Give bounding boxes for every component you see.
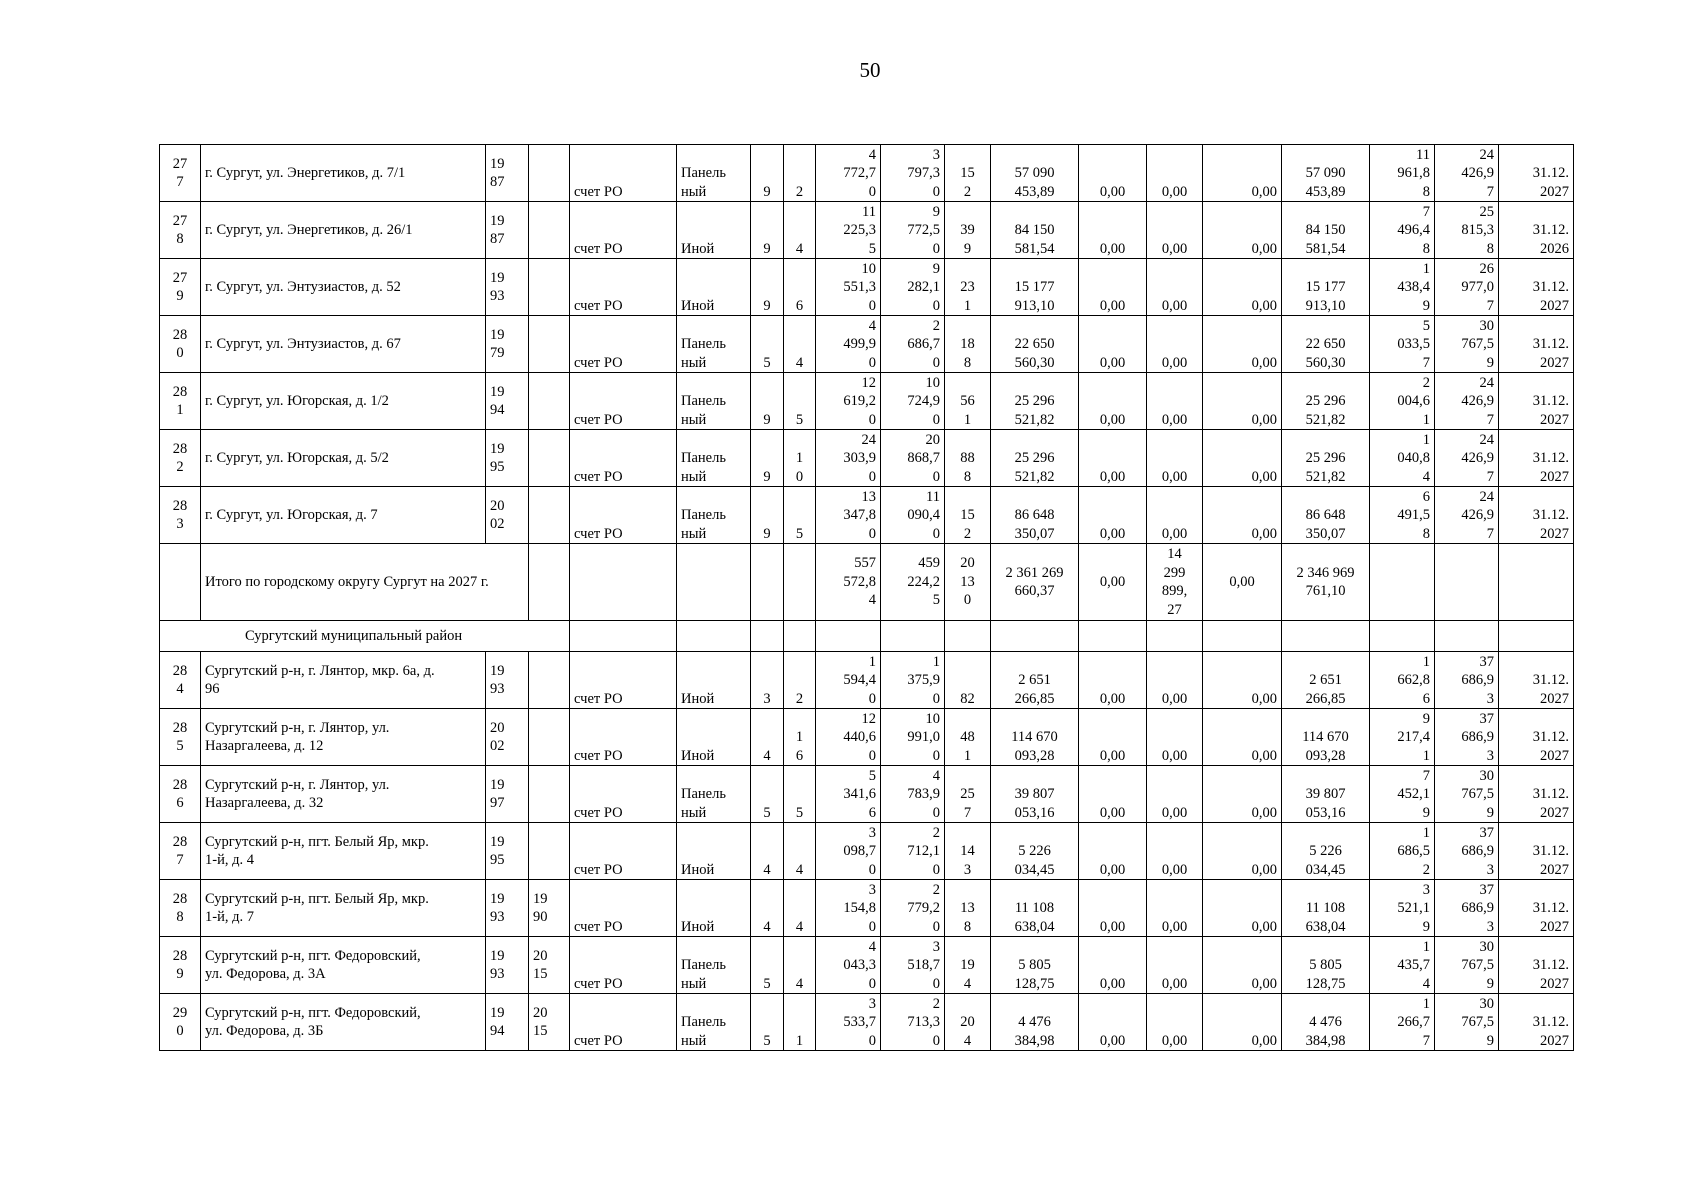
cost-total-cell: 84 150 581,54 <box>991 202 1079 259</box>
fund-fed-cell: 0,00 <box>1079 202 1147 259</box>
fund-fed-cell: 0,00 <box>1079 145 1147 202</box>
cost-per-m2-cell: 5 033,5 7 <box>1370 316 1435 373</box>
fund-fed-cell: 0,00 <box>1079 487 1147 544</box>
fund-own-cell: 39 807 053,16 <box>1282 766 1370 823</box>
residents-cell: 13 8 <box>945 880 991 937</box>
fund-fed-cell: 0,00 <box>1079 259 1147 316</box>
row-number-cell: 28 9 <box>160 937 201 994</box>
fund-reg-cell: 0,00 <box>1147 994 1203 1051</box>
cost-total-cell: 57 090 453,89 <box>991 145 1079 202</box>
fund-reg-cell: 0,00 <box>1147 373 1203 430</box>
deadline-cell: 31.12. 2027 <box>1499 709 1574 766</box>
area-total-cell: 12 440,6 0 <box>816 709 881 766</box>
wall-material-cell: Панель ный <box>677 316 751 373</box>
limit-per-m2-cell: 37 686,9 3 <box>1435 880 1499 937</box>
wall-material-cell: Иной <box>677 823 751 880</box>
fund-mun-cell: 0,00 <box>1203 316 1282 373</box>
fund-own-cell: 84 150 581,54 <box>1282 202 1370 259</box>
limit-per-m2-cell: 24 426,9 7 <box>1435 145 1499 202</box>
row-number-cell: 27 9 <box>160 259 201 316</box>
area-total-cell: 4 499,9 0 <box>816 316 881 373</box>
address-cell: г. Сургут, ул. Энергетиков, д. 26/1 <box>201 202 486 259</box>
deadline-cell: 31.12. 2027 <box>1499 259 1574 316</box>
fund-reg-cell: 0,00 <box>1147 652 1203 709</box>
total-cost: 2 361 269 660,37 <box>991 544 1079 621</box>
residents-cell: 88 8 <box>945 430 991 487</box>
fund-method-cell: счет РО <box>570 259 677 316</box>
row-number-cell: 28 6 <box>160 766 201 823</box>
cost-total-cell: 25 296 521,82 <box>991 373 1079 430</box>
section-row <box>160 621 1574 652</box>
row-number-cell: 28 0 <box>160 316 201 373</box>
table-row <box>160 259 1574 316</box>
page-number: 50 <box>859 58 881 82</box>
area-living-cell: 4 783,9 0 <box>881 766 945 823</box>
residents-cell: 25 7 <box>945 766 991 823</box>
year-built-cell: 19 87 <box>486 202 529 259</box>
residents-cell: 39 9 <box>945 202 991 259</box>
year-built-cell: 19 93 <box>486 652 529 709</box>
cost-total-cell: 5 805 128,75 <box>991 937 1079 994</box>
row-number-cell: 27 7 <box>160 145 201 202</box>
limit-per-m2-cell: 24 426,9 7 <box>1435 373 1499 430</box>
residents-cell: 20 4 <box>945 994 991 1051</box>
area-living-cell: 2 712,1 0 <box>881 823 945 880</box>
wall-material-cell: Иной <box>677 652 751 709</box>
floors-cell: 9 <box>751 373 784 430</box>
area-total-cell: 3 098,7 0 <box>816 823 881 880</box>
row-number-cell: 28 4 <box>160 652 201 709</box>
residents-cell: 19 4 <box>945 937 991 994</box>
wall-material-cell: Панель ный <box>677 766 751 823</box>
fund-reg-cell: 0,00 <box>1147 316 1203 373</box>
year-built-cell: 20 02 <box>486 709 529 766</box>
deadline-cell: 31.12. 2027 <box>1499 823 1574 880</box>
deadline-cell: 31.12. 2027 <box>1499 994 1574 1051</box>
fund-fed-cell: 0,00 <box>1079 652 1147 709</box>
residents-cell: 56 1 <box>945 373 991 430</box>
year-built-cell: 19 97 <box>486 766 529 823</box>
entrances-cell: 5 <box>784 373 816 430</box>
wall-material-cell: Иной <box>677 709 751 766</box>
wall-material-cell: Панель ный <box>677 145 751 202</box>
fund-method-cell: счет РО <box>570 373 677 430</box>
fund-mun-cell: 0,00 <box>1203 430 1282 487</box>
fund-method-cell: счет РО <box>570 652 677 709</box>
fund-mun-cell: 0,00 <box>1203 487 1282 544</box>
fund-reg-cell: 0,00 <box>1147 145 1203 202</box>
cost-total-cell: 25 296 521,82 <box>991 430 1079 487</box>
area-living-cell: 11 090,4 0 <box>881 487 945 544</box>
year-reconstruction-cell: 20 15 <box>529 994 570 1051</box>
table-row <box>160 430 1574 487</box>
fund-own-cell: 114 670 093,28 <box>1282 709 1370 766</box>
year-reconstruction-cell <box>529 259 570 316</box>
residents-cell: 82 <box>945 652 991 709</box>
table-row <box>160 652 1574 709</box>
floors-cell: 4 <box>751 880 784 937</box>
fund-own-cell: 22 650 560,30 <box>1282 316 1370 373</box>
address-cell: Сургутский р-н, г. Лянтор, ул. Назаргалеева, д. 32 <box>201 766 486 823</box>
cost-per-m2-cell: 1 040,8 4 <box>1370 430 1435 487</box>
entrances-cell: 1 <box>784 994 816 1051</box>
year-built-cell: 20 02 <box>486 487 529 544</box>
cost-per-m2-cell: 1 435,7 4 <box>1370 937 1435 994</box>
area-total-cell: 3 154,8 0 <box>816 880 881 937</box>
year-reconstruction-cell <box>529 145 570 202</box>
wall-material-cell: Иной <box>677 259 751 316</box>
area-living-cell: 2 713,3 0 <box>881 994 945 1051</box>
entrances-cell: 4 <box>784 880 816 937</box>
total-fund-mun: 0,00 <box>1203 544 1282 621</box>
table-row <box>160 145 1574 202</box>
deadline-cell: 31.12. 2027 <box>1499 880 1574 937</box>
cost-per-m2-cell: 1 266,7 7 <box>1370 994 1435 1051</box>
area-living-cell: 2 779,2 0 <box>881 880 945 937</box>
fund-mun-cell: 0,00 <box>1203 145 1282 202</box>
fund-fed-cell: 0,00 <box>1079 709 1147 766</box>
year-reconstruction-cell <box>529 316 570 373</box>
area-living-cell: 10 991,0 0 <box>881 709 945 766</box>
cost-total-cell: 86 648 350,07 <box>991 487 1079 544</box>
year-built-cell: 19 93 <box>486 937 529 994</box>
year-built-cell: 19 94 <box>486 994 529 1051</box>
table-row <box>160 823 1574 880</box>
floors-cell: 9 <box>751 145 784 202</box>
fund-own-cell: 25 296 521,82 <box>1282 430 1370 487</box>
entrances-cell: 4 <box>784 937 816 994</box>
limit-per-m2-cell: 30 767,5 9 <box>1435 766 1499 823</box>
fund-reg-cell: 0,00 <box>1147 880 1203 937</box>
floors-cell: 4 <box>751 709 784 766</box>
address-cell: Сургутский р-н, пгт. Федоровский, ул. Федорова, д. 3А <box>201 937 486 994</box>
fund-fed-cell: 0,00 <box>1079 373 1147 430</box>
fund-reg-cell: 0,00 <box>1147 937 1203 994</box>
floors-cell: 4 <box>751 823 784 880</box>
fund-mun-cell: 0,00 <box>1203 202 1282 259</box>
limit-per-m2-cell: 26 977,0 7 <box>1435 259 1499 316</box>
address-cell: г. Сургут, ул. Энергетиков, д. 7/1 <box>201 145 486 202</box>
fund-own-cell: 5 805 128,75 <box>1282 937 1370 994</box>
fund-method-cell: счет РО <box>570 145 677 202</box>
fund-reg-cell: 0,00 <box>1147 823 1203 880</box>
fund-fed-cell: 0,00 <box>1079 937 1147 994</box>
address-cell: г. Сургут, ул. Югорская, д. 7 <box>201 487 486 544</box>
cost-per-m2-cell: 1 662,8 6 <box>1370 652 1435 709</box>
deadline-cell: 31.12. 2026 <box>1499 202 1574 259</box>
fund-mun-cell: 0,00 <box>1203 709 1282 766</box>
fund-method-cell: счет РО <box>570 994 677 1051</box>
fund-own-cell: 2 651 266,85 <box>1282 652 1370 709</box>
cost-total-cell: 15 177 913,10 <box>991 259 1079 316</box>
year-built-cell: 19 95 <box>486 430 529 487</box>
entrances-cell: 2 <box>784 145 816 202</box>
table-row <box>160 994 1574 1051</box>
cost-per-m2-cell: 2 004,6 1 <box>1370 373 1435 430</box>
fund-reg-cell: 0,00 <box>1147 709 1203 766</box>
fund-method-cell: счет РО <box>570 316 677 373</box>
floors-cell: 5 <box>751 766 784 823</box>
address-cell: г. Сургут, ул. Югорская, д. 1/2 <box>201 373 486 430</box>
fund-method-cell: счет РО <box>570 487 677 544</box>
cost-total-cell: 5 226 034,45 <box>991 823 1079 880</box>
wall-material-cell: Иной <box>677 880 751 937</box>
fund-own-cell: 25 296 521,82 <box>1282 373 1370 430</box>
row-number-cell: 28 8 <box>160 880 201 937</box>
total-fund-fed: 0,00 <box>1079 544 1147 621</box>
address-cell: г. Сургут, ул. Энтузиастов, д. 67 <box>201 316 486 373</box>
wall-material-cell: Иной <box>677 202 751 259</box>
section-title: Сургутский муниципальный район <box>160 621 570 652</box>
entrances-cell: 5 <box>784 487 816 544</box>
row-number-cell: 27 8 <box>160 202 201 259</box>
area-total-cell: 24 303,9 0 <box>816 430 881 487</box>
deadline-cell: 31.12. 2027 <box>1499 766 1574 823</box>
fund-reg-cell: 0,00 <box>1147 487 1203 544</box>
residents-cell: 18 8 <box>945 316 991 373</box>
fund-fed-cell: 0,00 <box>1079 430 1147 487</box>
cost-per-m2-cell: 1 438,4 9 <box>1370 259 1435 316</box>
area-living-cell: 2 686,7 0 <box>881 316 945 373</box>
fund-own-cell: 86 648 350,07 <box>1282 487 1370 544</box>
fund-own-cell: 4 476 384,98 <box>1282 994 1370 1051</box>
fund-reg-cell: 0,00 <box>1147 259 1203 316</box>
year-reconstruction-cell <box>529 430 570 487</box>
year-reconstruction-cell <box>529 709 570 766</box>
fund-reg-cell: 0,00 <box>1147 430 1203 487</box>
floors-cell: 3 <box>751 652 784 709</box>
deadline-cell: 31.12. 2027 <box>1499 652 1574 709</box>
wall-material-cell: Панель ный <box>677 373 751 430</box>
fund-mun-cell: 0,00 <box>1203 994 1282 1051</box>
year-reconstruction-cell <box>529 652 570 709</box>
entrances-cell: 6 <box>784 259 816 316</box>
address-cell: Сургутский р-н, пгт. Белый Яр, мкр. 1-й, д. 7 <box>201 880 486 937</box>
table-row <box>160 709 1574 766</box>
area-total-cell: 4 043,3 0 <box>816 937 881 994</box>
residents-cell: 15 2 <box>945 487 991 544</box>
cost-total-cell: 114 670 093,28 <box>991 709 1079 766</box>
fund-fed-cell: 0,00 <box>1079 316 1147 373</box>
floors-cell: 9 <box>751 487 784 544</box>
cost-per-m2-cell: 7 496,4 8 <box>1370 202 1435 259</box>
year-built-cell: 19 93 <box>486 880 529 937</box>
table-row <box>160 202 1574 259</box>
address-cell: Сургутский р-н, пгт. Белый Яр, мкр. 1-й, д. 4 <box>201 823 486 880</box>
cost-total-cell: 11 108 638,04 <box>991 880 1079 937</box>
residents-cell: 48 1 <box>945 709 991 766</box>
area-total-cell: 12 619,2 0 <box>816 373 881 430</box>
fund-reg-cell: 0,00 <box>1147 202 1203 259</box>
fund-own-cell: 11 108 638,04 <box>1282 880 1370 937</box>
total-row <box>160 544 1574 621</box>
cost-total-cell: 4 476 384,98 <box>991 994 1079 1051</box>
area-total-cell: 13 347,8 0 <box>816 487 881 544</box>
year-reconstruction-cell <box>529 487 570 544</box>
table-row <box>160 880 1574 937</box>
deadline-cell: 31.12. 2027 <box>1499 430 1574 487</box>
floors-cell: 9 <box>751 202 784 259</box>
area-living-cell: 9 772,5 0 <box>881 202 945 259</box>
fund-own-cell: 5 226 034,45 <box>1282 823 1370 880</box>
area-living-cell: 10 724,9 0 <box>881 373 945 430</box>
cost-per-m2-cell: 3 521,1 9 <box>1370 880 1435 937</box>
fund-mun-cell: 0,00 <box>1203 937 1282 994</box>
year-built-cell: 19 94 <box>486 373 529 430</box>
deadline-cell: 31.12. 2027 <box>1499 145 1574 202</box>
entrances-cell: 1 6 <box>784 709 816 766</box>
fund-method-cell: счет РО <box>570 430 677 487</box>
row-number-cell: 28 5 <box>160 709 201 766</box>
cost-per-m2-cell: 11 961,8 8 <box>1370 145 1435 202</box>
address-cell: г. Сургут, ул. Энтузиастов, д. 52 <box>201 259 486 316</box>
total-fund-own: 2 346 969 761,10 <box>1282 544 1370 621</box>
fund-fed-cell: 0,00 <box>1079 880 1147 937</box>
residents-cell: 15 2 <box>945 145 991 202</box>
deadline-cell: 31.12. 2027 <box>1499 487 1574 544</box>
limit-per-m2-cell: 37 686,9 3 <box>1435 652 1499 709</box>
fund-mun-cell: 0,00 <box>1203 880 1282 937</box>
cost-per-m2-cell: 1 686,5 2 <box>1370 823 1435 880</box>
total-label: Итого по городскому округу Сургут на 2027 г. <box>201 544 529 621</box>
cost-per-m2-cell: 6 491,5 8 <box>1370 487 1435 544</box>
area-living-cell: 3 518,7 0 <box>881 937 945 994</box>
total-area-total: 557 572,8 4 <box>816 544 881 621</box>
row-number-cell: 28 1 <box>160 373 201 430</box>
fund-own-cell: 15 177 913,10 <box>1282 259 1370 316</box>
year-built-cell: 19 87 <box>486 145 529 202</box>
fund-mun-cell: 0,00 <box>1203 259 1282 316</box>
entrances-cell: 2 <box>784 652 816 709</box>
fund-fed-cell: 0,00 <box>1079 766 1147 823</box>
row-number-cell: 29 0 <box>160 994 201 1051</box>
total-area-living: 459 224,2 5 <box>881 544 945 621</box>
deadline-cell: 31.12. 2027 <box>1499 373 1574 430</box>
area-total-cell: 1 594,4 0 <box>816 652 881 709</box>
fund-own-cell: 57 090 453,89 <box>1282 145 1370 202</box>
year-reconstruction-cell <box>529 823 570 880</box>
fund-method-cell: счет РО <box>570 202 677 259</box>
limit-per-m2-cell: 30 767,5 9 <box>1435 937 1499 994</box>
fund-fed-cell: 0,00 <box>1079 823 1147 880</box>
area-total-cell: 10 551,3 0 <box>816 259 881 316</box>
limit-per-m2-cell: 24 426,9 7 <box>1435 487 1499 544</box>
fund-fed-cell: 0,00 <box>1079 994 1147 1051</box>
address-cell: Сургутский р-н, г. Лянтор, ул. Назаргалеева, д. 12 <box>201 709 486 766</box>
cost-total-cell: 22 650 560,30 <box>991 316 1079 373</box>
limit-per-m2-cell: 24 426,9 7 <box>1435 430 1499 487</box>
fund-mun-cell: 0,00 <box>1203 766 1282 823</box>
limit-per-m2-cell: 25 815,3 8 <box>1435 202 1499 259</box>
entrances-cell: 4 <box>784 823 816 880</box>
address-cell: Сургутский р-н, г. Лянтор, мкр. 6а, д. 96 <box>201 652 486 709</box>
limit-per-m2-cell: 37 686,9 3 <box>1435 823 1499 880</box>
fund-method-cell: счет РО <box>570 766 677 823</box>
cost-total-cell: 2 651 266,85 <box>991 652 1079 709</box>
floors-cell: 9 <box>751 259 784 316</box>
wall-material-cell: Панель ный <box>677 430 751 487</box>
limit-per-m2-cell: 30 767,5 9 <box>1435 316 1499 373</box>
residents-cell: 23 1 <box>945 259 991 316</box>
table-row <box>160 937 1574 994</box>
total-fund-reg: 14 299 899, 27 <box>1147 544 1203 621</box>
fund-method-cell: счет РО <box>570 937 677 994</box>
year-reconstruction-cell: 20 15 <box>529 937 570 994</box>
cost-per-m2-cell: 9 217,4 1 <box>1370 709 1435 766</box>
area-total-cell: 4 772,7 0 <box>816 145 881 202</box>
cost-per-m2-cell: 7 452,1 9 <box>1370 766 1435 823</box>
cost-total-cell: 39 807 053,16 <box>991 766 1079 823</box>
deadline-cell: 31.12. 2027 <box>1499 316 1574 373</box>
fund-mun-cell: 0,00 <box>1203 373 1282 430</box>
table-row <box>160 316 1574 373</box>
table-row <box>160 487 1574 544</box>
year-built-cell: 19 79 <box>486 316 529 373</box>
row-number-cell: 28 3 <box>160 487 201 544</box>
entrances-cell: 4 <box>784 316 816 373</box>
limit-per-m2-cell: 37 686,9 3 <box>1435 709 1499 766</box>
entrances-cell: 5 <box>784 766 816 823</box>
row-number-cell: 28 2 <box>160 430 201 487</box>
row-number-cell: 28 7 <box>160 823 201 880</box>
entrances-cell: 1 0 <box>784 430 816 487</box>
wall-material-cell: Панель ный <box>677 994 751 1051</box>
wall-material-cell: Панель ный <box>677 937 751 994</box>
area-living-cell: 20 868,7 0 <box>881 430 945 487</box>
floors-cell: 9 <box>751 430 784 487</box>
capital-repair-table <box>159 144 1574 1051</box>
address-cell: г. Сургут, ул. Югорская, д. 5/2 <box>201 430 486 487</box>
fund-method-cell: счет РО <box>570 880 677 937</box>
deadline-cell: 31.12. 2027 <box>1499 937 1574 994</box>
fund-method-cell: счет РО <box>570 709 677 766</box>
fund-mun-cell: 0,00 <box>1203 652 1282 709</box>
floors-cell: 5 <box>751 316 784 373</box>
floors-cell: 5 <box>751 994 784 1051</box>
address-cell: Сургутский р-н, пгт. Федоровский, ул. Федорова, д. 3Б <box>201 994 486 1051</box>
year-built-cell: 19 93 <box>486 259 529 316</box>
table-row <box>160 766 1574 823</box>
total-residents: 20 13 0 <box>945 544 991 621</box>
year-reconstruction-cell <box>529 202 570 259</box>
area-living-cell: 3 797,3 0 <box>881 145 945 202</box>
fund-mun-cell: 0,00 <box>1203 823 1282 880</box>
area-total-cell: 5 341,6 6 <box>816 766 881 823</box>
residents-cell: 14 3 <box>945 823 991 880</box>
area-total-cell: 11 225,3 5 <box>816 202 881 259</box>
year-reconstruction-cell <box>529 766 570 823</box>
wall-material-cell: Панель ный <box>677 487 751 544</box>
area-living-cell: 1 375,9 0 <box>881 652 945 709</box>
year-built-cell: 19 95 <box>486 823 529 880</box>
area-living-cell: 9 282,1 0 <box>881 259 945 316</box>
floors-cell: 5 <box>751 937 784 994</box>
fund-reg-cell: 0,00 <box>1147 766 1203 823</box>
limit-per-m2-cell: 30 767,5 9 <box>1435 994 1499 1051</box>
fund-method-cell: счет РО <box>570 823 677 880</box>
area-total-cell: 3 533,7 0 <box>816 994 881 1051</box>
year-reconstruction-cell <box>529 373 570 430</box>
table-row <box>160 373 1574 430</box>
entrances-cell: 4 <box>784 202 816 259</box>
year-reconstruction-cell: 19 90 <box>529 880 570 937</box>
